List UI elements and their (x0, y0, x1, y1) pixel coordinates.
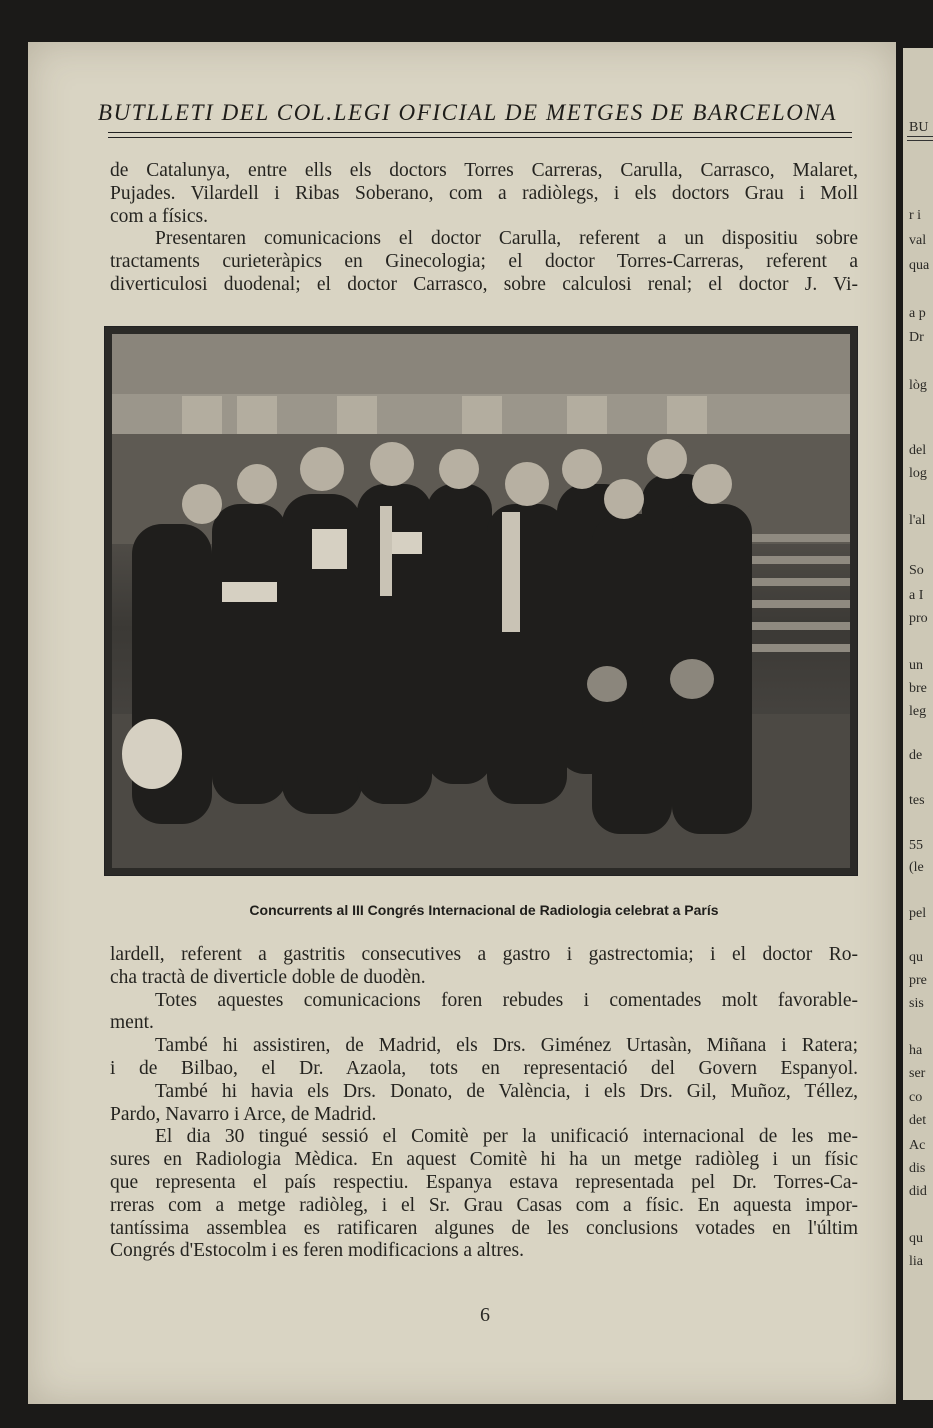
text-line: cha tractà de diverticle doble de duodèn. (110, 966, 426, 988)
adjacent-page-fragment: Dr (909, 330, 924, 345)
page-header: BUTLLETI DEL COL.LEGI OFICIAL DE METGES DE BARCELONA (97, 100, 838, 125)
body-text-bottom (110, 944, 858, 1263)
adjacent-page-fragment: (le (909, 860, 924, 875)
header-rule (108, 132, 852, 138)
adjacent-page-fragment: qu (909, 1231, 923, 1246)
text-line: rreras com a metge radiòleg, i el Sr. Grau Casas com a físic. En aquesta impor- (110, 1194, 858, 1216)
text-line: i de Bilbao, el Dr. Azaola, tots en representació del Govern Espanyol. (110, 1057, 858, 1079)
adjacent-page-fragment: did (909, 1184, 927, 1199)
group-photo (112, 334, 850, 868)
adjacent-page-fragment: BU (909, 120, 929, 135)
adjacent-page-fragment: sis (909, 996, 924, 1011)
text-line: lardell, referent a gastritis consecutives a gastro i gastrectomia; i el doctor Ro- (110, 944, 858, 965)
adjacent-header-rule (907, 136, 933, 141)
text-line: ment. (110, 1012, 154, 1034)
text-line: tractaments curieteràpics en Ginecologia; el doctor Torres-Carreras, referent a (110, 251, 858, 273)
adjacent-page-fragment: de (909, 748, 923, 763)
adjacent-page-fragment: pre (909, 973, 927, 988)
adjacent-page-fragment: qu (909, 950, 923, 965)
adjacent-page-fragment: l'al (909, 513, 926, 528)
adjacent-page-fragment: 55 (909, 838, 923, 853)
body-text-top (110, 160, 858, 297)
adjacent-page-fragment: ha (909, 1043, 923, 1058)
adjacent-page-fragment: tes (909, 793, 925, 808)
adjacent-page-fragment: a I (909, 588, 924, 603)
adjacent-page-fragment: dis (909, 1161, 926, 1176)
figure-caption: Concurrents al III Congrés Internacional de Radiologia celebrat a París (249, 902, 719, 918)
adjacent-page-fragment: bre (909, 681, 927, 696)
adjacent-page-fragment: leg (909, 704, 927, 719)
adjacent-page-fragment: val (909, 233, 927, 248)
figure-frame (104, 326, 858, 876)
text-line: Presentaren comunicacions el doctor Carulla, referent a un dispositiu sobre (155, 228, 858, 250)
adjacent-page-fragment: log (909, 466, 927, 481)
text-line: com a físics. (110, 205, 209, 227)
adjacent-page-edge (903, 48, 933, 1400)
adjacent-page-fragment: un (909, 658, 923, 673)
adjacent-page-fragment: qua (909, 258, 930, 273)
text-line: Totes aquestes comunicacions foren rebudes i comentades molt favorable- (155, 989, 858, 1011)
adjacent-page-fragment: co (909, 1090, 923, 1105)
adjacent-page-fragment: r i (909, 208, 922, 223)
text-line: tantíssima assemblea es ratificaren algunes de les conclusions votades en l'últim (110, 1217, 858, 1239)
text-line: Congrés d'Estocolm i es feren modificacions a altres. (110, 1240, 524, 1262)
group-photo-illustration (112, 334, 850, 868)
adjacent-page-fragment: lia (909, 1254, 923, 1269)
text-line: També hi havia els Drs. Donato, de València, i els Drs. Gil, Muñoz, Téllez, (155, 1080, 858, 1102)
adjacent-page-fragment: Ac (909, 1138, 926, 1153)
adjacent-page-fragment: a p (909, 306, 926, 321)
page-number: 6 (480, 1304, 490, 1326)
adjacent-page-fragment: det (909, 1113, 927, 1128)
text-line: El dia 30 tingué sessió el Comitè per la unificació internacional de les me- (155, 1126, 858, 1148)
text-line: que representa el país respectiu. Espanya estava representada pel Dr. Torres-Ca- (110, 1171, 858, 1193)
text-line: sures en Radiologia Mèdica. En aquest Comitè hi ha un metge radiòleg i un físic (110, 1149, 858, 1171)
adjacent-page-fragment: lòg (909, 378, 927, 393)
adjacent-page-fragment: del (909, 443, 927, 458)
adjacent-page-fragment: pro (909, 611, 928, 626)
adjacent-page-fragment: pel (909, 906, 927, 921)
adjacent-page-fragment: So (909, 563, 924, 578)
text-line: Pardo, Navarro i Arce, de Madrid. (110, 1103, 377, 1125)
text-line: de Catalunya, entre ells els doctors Torres Carreras, Carulla, Carrasco, Malaret, (110, 160, 858, 181)
adjacent-page-fragment: ser (909, 1066, 926, 1081)
text-line: diverticulosi duodenal; el doctor Carrasco, sobre calculosi renal; el doctor J. Vi- (110, 273, 858, 295)
text-line: Pujades. Vilardell i Ribas Soberano, com a radiòlegs, i els doctors Grau i Moll (110, 182, 858, 204)
text-line: També hi assistiren, de Madrid, els Drs. Giménez Urtasàn, Miñana i Ratera; (155, 1035, 858, 1057)
